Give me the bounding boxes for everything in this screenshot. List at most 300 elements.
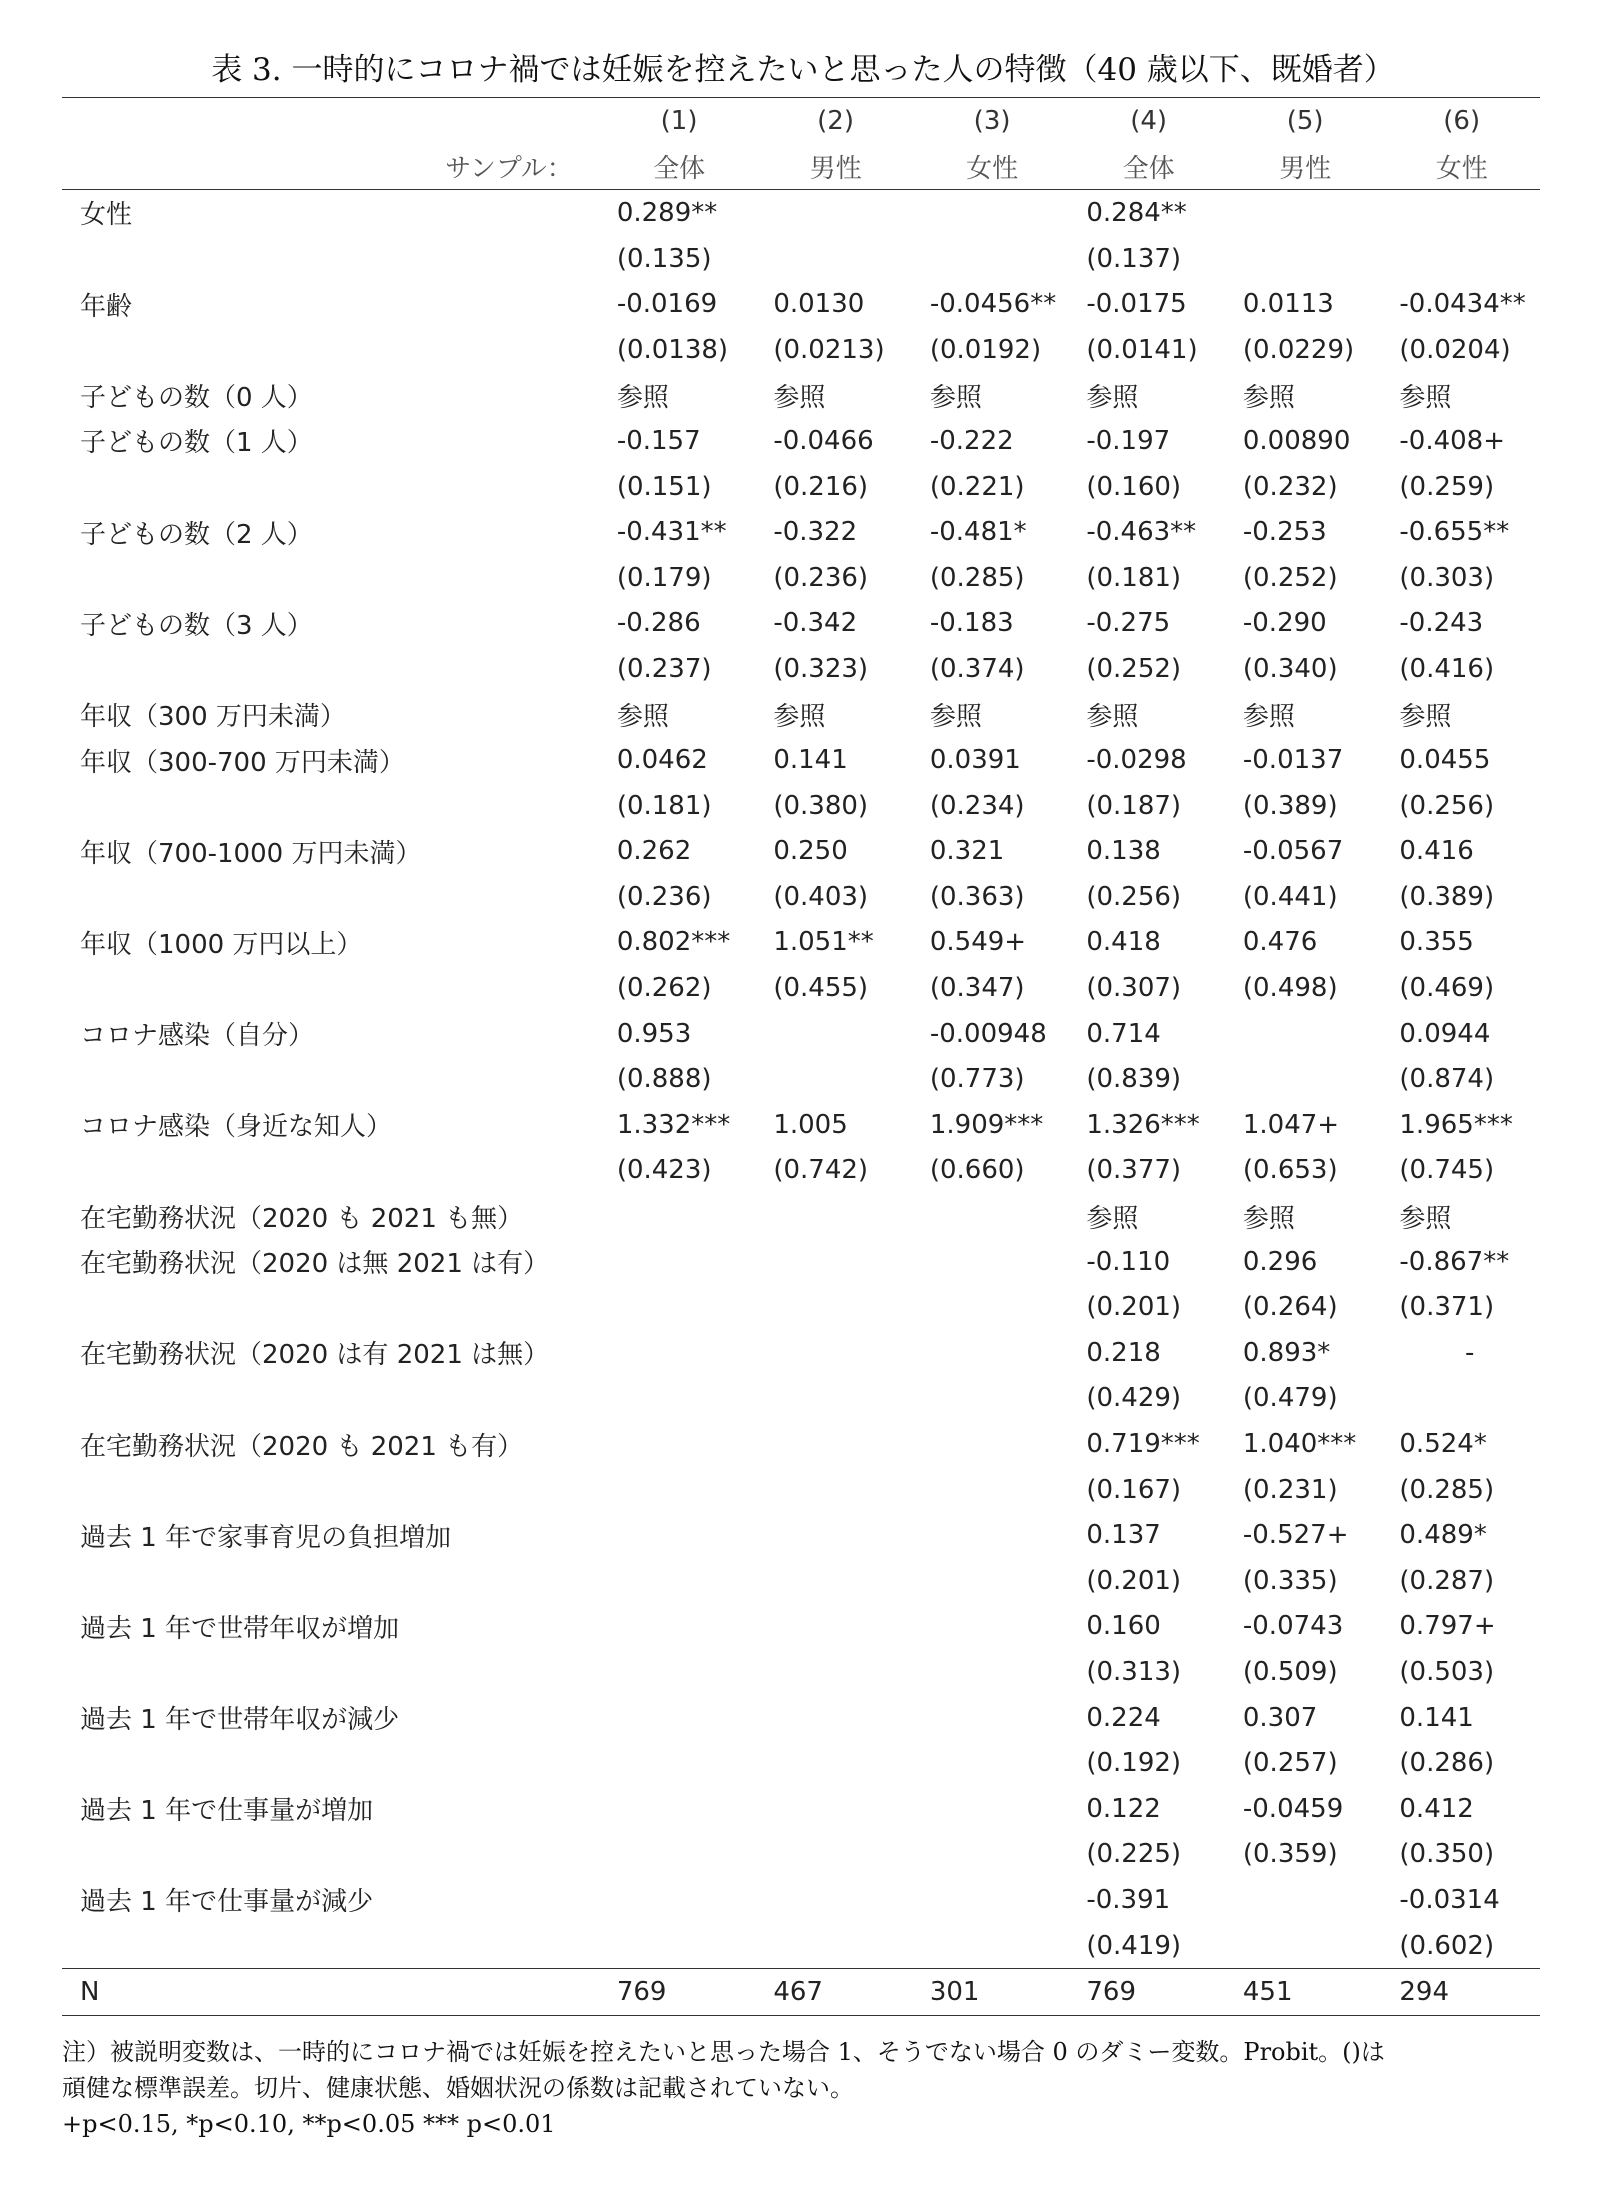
coefficient-row: [62, 418, 1540, 464]
sample-label: サンプル：: [445, 153, 573, 184]
coefficient-cell: [914, 1421, 1071, 1467]
coefficient-cell: 0.262: [616, 836, 692, 867]
standard-error-cell: (0.602): [1399, 1930, 1495, 1961]
coefficient-cell: -0.0459: [1242, 1793, 1344, 1824]
standard-error-cell: (0.429): [1086, 1383, 1182, 1414]
se-blank-cell: [62, 1740, 601, 1786]
standard-error-cell: (0.509): [1242, 1656, 1338, 1687]
standard-error-row: [62, 1376, 1540, 1422]
standard-error-cell: (0.187): [1086, 790, 1182, 821]
coefficient-cell: [757, 190, 914, 236]
coefficient-cell: 0.893*: [1242, 1337, 1331, 1368]
coefficient-cell: 1.965***: [1399, 1109, 1513, 1140]
standard-error-cell: (0.653): [1242, 1155, 1338, 1186]
coefficient-cell: [1227, 1877, 1384, 1923]
n-value: 301: [914, 1969, 1071, 2016]
coefficient-cell: -0.481*: [929, 517, 1027, 548]
coefficient-cell: [1227, 190, 1384, 236]
regression-table: [62, 97, 1540, 2016]
standard-error-cell: (0.181): [616, 790, 712, 821]
variable-label: コロナ感染（身近な知人）: [80, 1112, 393, 1143]
standard-error-cell: (0.503): [1399, 1656, 1495, 1687]
standard-error-cell: [757, 1376, 914, 1422]
standard-error-cell: (0.423): [616, 1155, 712, 1186]
note-line: 注）被説明変数は、一時的にコロナ禍では妊娠を控えたいと思った場合 1、そうでない場合 0 のダミー変数。Probit。()は: [62, 2038, 1385, 2066]
variable-label: 在宅勤務状況（2020 は有 2021 は無）: [80, 1340, 550, 1371]
coefficient-row: [62, 190, 1540, 236]
standard-error-cell: [757, 1284, 914, 1330]
table-title: 表 3. 一時的にコロナ禍では妊娠を控えたいと思った人の特徴（40 歳以下、既婚者）: [211, 52, 1395, 88]
standard-error-cell: (0.179): [616, 562, 712, 593]
standard-error-cell: (0.262): [616, 973, 712, 1004]
standard-error-cell: (0.479): [1242, 1383, 1338, 1414]
coefficient-cell: 1.326***: [1086, 1109, 1200, 1140]
standard-error-cell: [601, 1284, 758, 1330]
standard-error-cell: (0.252): [1242, 562, 1338, 593]
coefficient-cell: 参照: [929, 382, 982, 413]
coefficient-cell: 1.040***: [1242, 1429, 1357, 1460]
standard-error-cell: [757, 1467, 914, 1513]
n-value: 769: [601, 1969, 758, 2016]
coefficient-cell: [914, 1604, 1071, 1650]
header-blank-cell: [62, 98, 601, 144]
variable-label: 過去 1 年で世帯年収が減少: [80, 1705, 400, 1736]
coefficient-cell: -0.286: [616, 608, 701, 639]
standard-error-cell: (0.888): [616, 1064, 712, 1095]
variable-label: 年齢: [80, 291, 133, 322]
coefficient-row: [62, 1239, 1540, 1285]
coefficient-row: [62, 1786, 1540, 1832]
standard-error-cell: [914, 1923, 1071, 1969]
coefficient-cell: -0.0137: [1242, 745, 1344, 776]
coefficient-cell: -0.0743: [1242, 1611, 1344, 1642]
coefficient-cell: [601, 1193, 758, 1239]
coefficient-cell: 0.0113: [1242, 289, 1334, 320]
coefficient-cell: -0.342: [773, 608, 858, 639]
coefficient-cell: 0.284**: [1070, 190, 1227, 236]
standard-error-row: [62, 1467, 1540, 1513]
coefficient-cell: -0.110: [1086, 1246, 1171, 1277]
standard-error-cell: [914, 1832, 1071, 1878]
coefficient-cell: 参照: [1086, 382, 1139, 413]
coefficient-cell: 0.160: [1086, 1611, 1161, 1642]
coefficient-cell: [757, 1512, 914, 1558]
se-blank-cell: [62, 1649, 601, 1695]
coefficient-cell: [757, 1330, 914, 1376]
coefficient-cell: [914, 1695, 1071, 1741]
model-number: (3): [914, 98, 1071, 144]
standard-error-cell: (0.380): [773, 790, 869, 821]
standard-error-cell: [601, 1740, 758, 1786]
coefficient-cell: 0.00890: [1242, 425, 1351, 456]
standard-error-cell: (0.389): [1399, 881, 1495, 912]
standard-error-cell: (0.469): [1399, 973, 1495, 1004]
standard-error-cell: [601, 1923, 758, 1969]
coefficient-cell: [757, 1421, 914, 1467]
coefficient-cell: 0.953: [616, 1018, 692, 1049]
coefficient-cell: 0.122: [1086, 1793, 1161, 1824]
coefficient-cell: 0.416: [1399, 836, 1474, 867]
coefficient-cell: 0.307: [1242, 1702, 1318, 1733]
standard-error-row: [62, 1832, 1540, 1878]
standard-error-cell: (0.389): [1242, 790, 1338, 821]
standard-error-cell: [757, 1056, 914, 1102]
standard-error-cell: (0.135): [616, 243, 712, 274]
coefficient-cell: 1.047+: [1242, 1109, 1340, 1140]
standard-error-row: [62, 1056, 1540, 1102]
variable-label: 在宅勤務状況（2020 も 2021 も無）: [80, 1203, 524, 1234]
standard-error-cell: (0.403): [773, 881, 869, 912]
coefficient-row: [62, 1011, 1540, 1057]
coefficient-row: [62, 692, 1540, 738]
coefficient-cell: -0.275: [1086, 608, 1171, 639]
standard-error-row: [62, 646, 1540, 692]
standard-error-cell: (0.236): [773, 562, 869, 593]
se-blank-cell: [62, 1056, 601, 1102]
coefficient-cell: 0.412: [1399, 1793, 1474, 1824]
standard-error-cell: (0.745): [1399, 1155, 1495, 1186]
standard-error-cell: (0.323): [773, 653, 869, 684]
coefficient-cell: -0.0298: [1086, 745, 1187, 776]
coefficient-cell: [914, 1239, 1071, 1285]
variable-label: 年収（300 万円未満）: [80, 702, 346, 733]
coefficient-row: [62, 1512, 1540, 1558]
coefficient-cell: -0.322: [773, 517, 858, 548]
variable-label: 年収（700-1000 万円未満）: [80, 838, 422, 869]
coefficient-cell: 参照: [1399, 1203, 1452, 1234]
standard-error-cell: [914, 1284, 1071, 1330]
coefficient-cell: 0.0455: [1399, 745, 1491, 776]
coefficient-cell: -0.197: [1086, 425, 1171, 456]
coefficient-cell: 0.489*: [1399, 1520, 1487, 1551]
standard-error-cell: [1383, 236, 1540, 282]
standard-error-cell: (0.259): [1399, 471, 1495, 502]
variable-label: 子どもの数（2 人）: [80, 519, 313, 550]
se-blank-cell: [62, 783, 601, 829]
coefficient-cell: -0.290: [1242, 608, 1327, 639]
standard-error-cell: [601, 1558, 758, 1604]
standard-error-row: [62, 236, 1540, 282]
n-value: 467: [757, 1969, 914, 2016]
standard-error-cell: [601, 1376, 758, 1422]
coefficient-cell: 0.137: [1086, 1520, 1161, 1551]
coefficient-cell: [601, 1239, 758, 1285]
coefficient-cell: [757, 1193, 914, 1239]
coefficient-cell: -0.0456**: [929, 289, 1057, 320]
standard-error-cell: [914, 1467, 1071, 1513]
coefficient-cell: 参照: [1399, 382, 1452, 413]
standard-error-cell: (0.285): [929, 562, 1025, 593]
coefficient-cell: -0.431**: [616, 517, 727, 548]
model-number: (4): [1070, 98, 1227, 144]
standard-error-cell: [757, 1649, 914, 1695]
standard-error-cell: [757, 1740, 914, 1786]
variable-label: 在宅勤務状況（2020 も 2021 も有）: [80, 1431, 524, 1462]
standard-error-cell: (0.285): [1399, 1474, 1495, 1505]
se-blank-cell: [62, 1558, 601, 1604]
standard-error-cell: (0.335): [1242, 1565, 1338, 1596]
standard-error-row: [62, 327, 1540, 373]
standard-error-cell: (0.256): [1399, 790, 1495, 821]
coefficient-cell: -0.253: [1242, 517, 1327, 548]
standard-error-cell: (0.264): [1242, 1292, 1338, 1323]
standard-error-row: [62, 1284, 1540, 1330]
coefficient-cell: -0.527+: [1242, 1520, 1349, 1551]
standard-error-cell: (0.874): [1399, 1064, 1495, 1095]
standard-error-cell: [1383, 1376, 1540, 1422]
n-value: 294: [1383, 1969, 1540, 2016]
coefficient-cell: 0.0944: [1399, 1018, 1491, 1049]
coefficient-row: [62, 509, 1540, 555]
standard-error-cell: (0.160): [1086, 471, 1182, 502]
coefficient-row: [62, 920, 1540, 966]
coefficient-cell: [757, 1786, 914, 1832]
standard-error-cell: (0.660): [929, 1155, 1025, 1186]
coefficient-cell: -0.00948: [929, 1018, 1047, 1049]
standard-error-cell: (0.225): [1086, 1839, 1182, 1870]
coefficient-cell: 0.0130: [773, 289, 865, 320]
standard-error-cell: (0.350): [1399, 1839, 1495, 1870]
standard-error-row: [62, 783, 1540, 829]
standard-error-cell: (0.455): [773, 973, 869, 1004]
model-number: (1): [601, 98, 758, 144]
se-blank-cell: [62, 1467, 601, 1513]
standard-error-cell: (0.201): [1086, 1565, 1182, 1596]
variable-label: 子どもの数（0 人）: [80, 382, 313, 413]
standard-error-cell: (0.237): [616, 653, 712, 684]
standard-error-cell: (0.137): [1086, 243, 1182, 274]
coefficient-cell: 参照: [1086, 1203, 1139, 1234]
coefficient-cell: -0.0169: [616, 289, 718, 320]
standard-error-cell: [914, 1558, 1071, 1604]
standard-error-cell: (0.347): [929, 973, 1025, 1004]
coefficient-row: [62, 829, 1540, 875]
coefficient-cell: [757, 1239, 914, 1285]
coefficient-cell: 参照: [773, 382, 826, 413]
se-blank-cell: [62, 1376, 601, 1422]
standard-error-row: [62, 1740, 1540, 1786]
variable-label: 過去 1 年で家事育児の負担増加: [80, 1522, 452, 1553]
coefficient-cell: [914, 1877, 1071, 1923]
standard-error-cell: (0.216): [773, 471, 869, 502]
coefficient-row: [62, 1102, 1540, 1148]
standard-error-cell: (0.742): [773, 1155, 869, 1186]
coefficient-cell: [1383, 190, 1540, 236]
sample-row: [62, 144, 1540, 190]
coefficient-cell: [1227, 1011, 1384, 1057]
standard-error-cell: (0.441): [1242, 881, 1338, 912]
n-label: N: [62, 1969, 601, 2016]
standard-error-cell: (0.303): [1399, 562, 1495, 593]
standard-error-cell: (0.167): [1086, 1474, 1182, 1505]
standard-error-cell: [914, 1376, 1071, 1422]
sample-name: 全体: [653, 153, 706, 184]
coefficient-cell: 0.418: [1086, 927, 1161, 958]
coefficient-cell: 0.0391: [929, 745, 1021, 776]
coefficient-cell: -0.0466: [773, 425, 874, 456]
sample-name: 男性: [809, 153, 862, 184]
coefficient-cell: [757, 1011, 914, 1057]
coefficient-row: [62, 1695, 1540, 1741]
coefficient-cell: 0.714: [1086, 1018, 1161, 1049]
variable-label: 子どもの数（1 人）: [80, 428, 313, 459]
coefficient-row: [62, 373, 1540, 419]
variable-label: 子どもの数（3 人）: [80, 610, 313, 641]
standard-error-cell: (0.252): [1086, 653, 1182, 684]
coefficient-cell: 0.549+: [929, 927, 1027, 958]
standard-error-cell: (0.340): [1242, 653, 1338, 684]
variable-label: コロナ感染（自分）: [80, 1021, 315, 1052]
coefficient-cell: 参照: [1399, 702, 1452, 733]
coefficient-cell: -0.0434**: [1399, 289, 1526, 320]
sample-name: 全体: [1122, 153, 1175, 184]
coefficient-row: [62, 737, 1540, 783]
variable-label: 女性: [62, 190, 601, 236]
coefficient-cell: 参照: [773, 702, 826, 733]
standard-error-cell: [1227, 236, 1384, 282]
se-blank-cell: [62, 646, 601, 692]
note-line: 頑健な標準誤差。切片、健康状態、婚姻状況の係数は記載されていない。: [62, 2074, 854, 2102]
coefficient-cell: 0.802***: [616, 927, 731, 958]
coefficient-cell: -0.408+: [1399, 425, 1505, 456]
model-number: (6): [1383, 98, 1540, 144]
standard-error-cell: (0.0229): [1242, 334, 1355, 365]
coefficient-cell: 1.051**: [773, 927, 874, 958]
standard-error-cell: (0.231): [1242, 1474, 1338, 1505]
sample-name: 女性: [1435, 153, 1488, 184]
sample-name: 男性: [1279, 153, 1332, 184]
standard-error-cell: [757, 1923, 914, 1969]
coefficient-cell: 0.355: [1399, 927, 1474, 958]
variable-label: 過去 1 年で世帯年収が増加: [80, 1613, 400, 1644]
coefficient-cell: [914, 1512, 1071, 1558]
coefficient-row: [62, 1604, 1540, 1650]
standard-error-cell: (0.371): [1399, 1292, 1495, 1323]
variable-label: 在宅勤務状況（2020 は無 2021 は有）: [80, 1249, 550, 1280]
se-blank-cell: [62, 327, 601, 373]
table-notes: [62, 2034, 1540, 2142]
standard-error-cell: (0.839): [1086, 1064, 1182, 1095]
coefficient-row: [62, 1193, 1540, 1239]
standard-error-cell: (0.498): [1242, 973, 1338, 1004]
coefficient-cell: 参照: [1242, 702, 1295, 733]
coefficient-cell: -0.655**: [1399, 517, 1510, 548]
standard-error-cell: (0.0213): [773, 334, 885, 365]
standard-error-cell: (0.0204): [1399, 334, 1511, 365]
coefficient-cell: [914, 1193, 1071, 1239]
se-blank-cell: [62, 965, 601, 1011]
standard-error-cell: (0.232): [1242, 471, 1338, 502]
standard-error-cell: (0.0141): [1086, 334, 1198, 365]
variable-label: 年収（300-700 万円未満）: [80, 747, 405, 778]
model-number-row: [62, 98, 1540, 144]
standard-error-row: [62, 1923, 1540, 1969]
standard-error-row: [62, 1558, 1540, 1604]
coefficient-row: [62, 601, 1540, 647]
se-blank-cell: [62, 1284, 601, 1330]
coefficient-cell: -0.391: [1086, 1884, 1171, 1915]
variable-label: 過去 1 年で仕事量が増加: [80, 1796, 374, 1827]
standard-error-cell: [1227, 1923, 1384, 1969]
note-line: +p<0.15, *p<0.10, **p<0.05 *** p<0.01: [62, 2110, 556, 2138]
coefficient-cell: 0.138: [1086, 836, 1161, 867]
standard-error-cell: [914, 236, 1071, 282]
standard-error-cell: (0.419): [1086, 1930, 1182, 1961]
coefficient-cell: [757, 1695, 914, 1741]
model-number: (2): [757, 98, 914, 144]
standard-error-cell: [757, 1832, 914, 1878]
coefficient-cell: -0.867**: [1399, 1246, 1510, 1277]
se-blank-cell: [62, 464, 601, 510]
coefficient-cell: 0.524*: [1399, 1429, 1487, 1460]
coefficient-cell: 1.909***: [929, 1109, 1044, 1140]
standard-error-cell: [757, 236, 914, 282]
coefficient-cell: 0.250: [773, 836, 848, 867]
coefficient-cell: -0.0314: [1399, 1884, 1500, 1915]
standard-error-cell: [914, 1740, 1071, 1786]
standard-error-cell: (0.192): [1086, 1748, 1182, 1779]
standard-error-row: [62, 1649, 1540, 1695]
standard-error-cell: (0.181): [1086, 562, 1182, 593]
coefficient-cell: [757, 1604, 914, 1650]
standard-error-cell: (0.416): [1399, 653, 1495, 684]
coefficient-cell: -0.0567: [1242, 836, 1344, 867]
coefficient-cell: [601, 1604, 758, 1650]
coefficient-row: [62, 1421, 1540, 1467]
standard-error-cell: (0.359): [1242, 1839, 1338, 1870]
standard-error-cell: [601, 1832, 758, 1878]
standard-error-cell: (0.0138): [616, 334, 729, 365]
coefficient-cell: 参照: [616, 702, 669, 733]
n-value: 769: [1070, 1969, 1227, 2016]
standard-error-row: [62, 555, 1540, 601]
coefficient-cell: -0.183: [929, 608, 1014, 639]
standard-error-cell: (0.307): [1086, 973, 1182, 1004]
coefficient-cell: 0.719***: [1086, 1429, 1200, 1460]
standard-error-cell: (0.236): [616, 881, 712, 912]
coefficient-cell: -0.243: [1399, 608, 1484, 639]
standard-error-cell: [601, 1649, 758, 1695]
coefficient-cell: 1.332***: [616, 1109, 731, 1140]
coefficient-cell: 0.476: [1242, 927, 1318, 958]
coefficient-cell: 参照: [929, 702, 982, 733]
standard-error-cell: (0.773): [929, 1064, 1025, 1095]
coefficient-cell: 0.218: [1086, 1337, 1161, 1368]
standard-error-row: [62, 1148, 1540, 1194]
standard-error-row: [62, 874, 1540, 920]
standard-error-cell: (0.313): [1086, 1656, 1182, 1687]
variable-label: 過去 1 年で仕事量が減少: [80, 1887, 374, 1918]
standard-error-cell: (0.287): [1399, 1565, 1495, 1596]
standard-error-cell: (0.363): [929, 881, 1025, 912]
coefficient-cell: 0.141: [773, 745, 848, 776]
standard-error-row: [62, 965, 1540, 1011]
se-blank-cell: [62, 1832, 601, 1878]
coefficient-cell: -0.222: [929, 425, 1014, 456]
standard-error-cell: [757, 1558, 914, 1604]
model-number: (5): [1227, 98, 1384, 144]
standard-error-cell: [1227, 1056, 1384, 1102]
coefficient-cell: [757, 1877, 914, 1923]
coefficient-cell: [601, 1421, 758, 1467]
coefficient-cell: [601, 1786, 758, 1832]
standard-error-cell: (0.256): [1086, 881, 1182, 912]
coefficient-cell: 参照: [1242, 1203, 1295, 1234]
coefficient-cell: -0.0175: [1086, 289, 1187, 320]
standard-error-cell: (0.221): [929, 471, 1025, 502]
se-blank-cell: [62, 1923, 601, 1969]
standard-error-cell: (0.201): [1086, 1292, 1182, 1323]
